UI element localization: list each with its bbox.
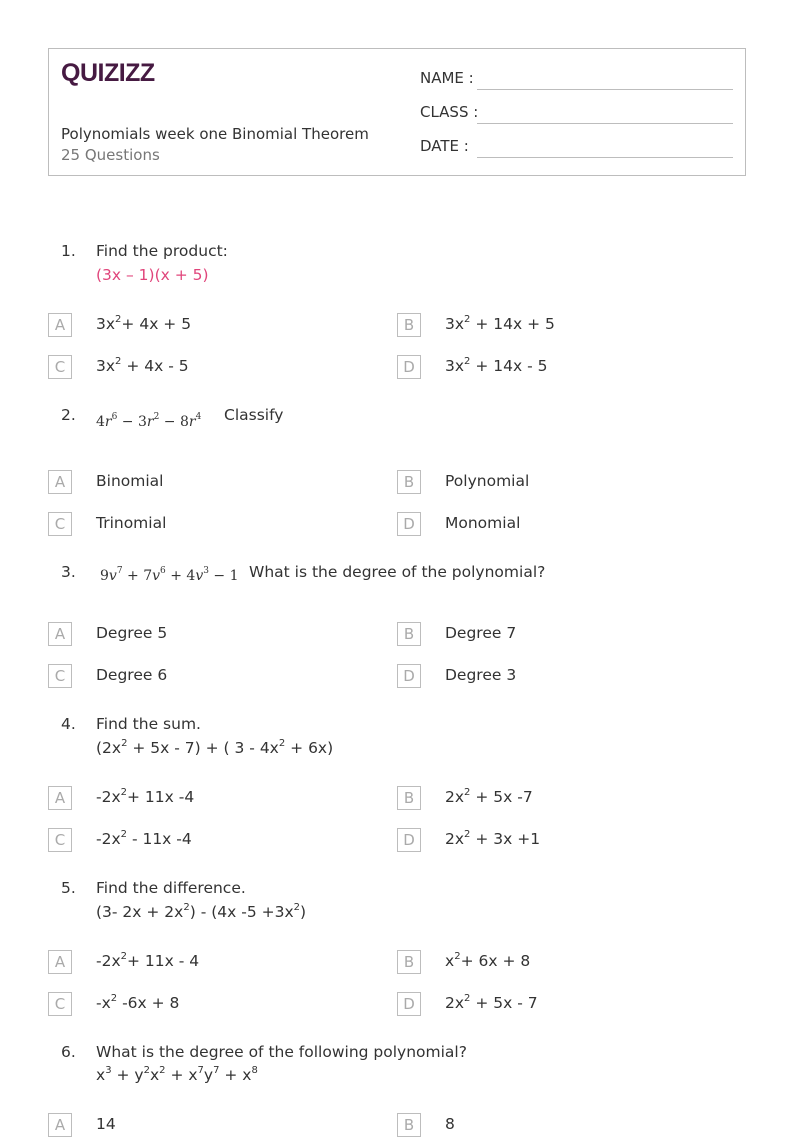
option-b-box[interactable]: B xyxy=(397,313,421,337)
quizizz-logo: QUIZIZZ xyxy=(61,59,155,87)
question-expression: $(2x^2 + 5x - 7)$ + ( $3 - 4x^2 + 6x$) xyxy=(96,738,334,757)
option-d-text: $3x^2 + 14x - 5$ xyxy=(445,356,548,375)
option-a-box[interactable]: A xyxy=(48,470,72,494)
option-d-box[interactable]: D xyxy=(397,355,421,379)
option-a-box[interactable]: A xyxy=(48,622,72,646)
option-d-box[interactable]: D xyxy=(397,828,421,852)
option-b-text: $3x^2 + 14x + 5$ xyxy=(445,314,555,333)
question-math: $9v^7 + 7v^6 + 4v^3 - 1$ xyxy=(100,566,239,584)
question-prompt: What is the degree of the following polynomial? xyxy=(96,1043,467,1061)
worksheet-header xyxy=(48,48,746,176)
question-prompt: Find the difference. xyxy=(96,879,246,897)
question-number: 4. xyxy=(61,715,76,733)
option-d-box[interactable]: D xyxy=(397,992,421,1016)
option-d-box[interactable]: D xyxy=(397,512,421,536)
option-c-box[interactable]: C xyxy=(48,355,72,379)
question-expression: (3x – 1)(x + 5) xyxy=(96,266,209,284)
question-count: 25 Questions xyxy=(61,146,160,164)
option-a-text: 14 xyxy=(96,1115,116,1133)
option-c-text: Degree 6 xyxy=(96,666,168,684)
option-d-box[interactable]: D xyxy=(397,664,421,688)
option-b-box[interactable]: B xyxy=(397,1113,421,1137)
option-d-text: $2x^2 + 3x +1$ xyxy=(445,829,541,848)
option-a-box[interactable]: A xyxy=(48,950,72,974)
option-a-box[interactable]: A xyxy=(48,786,72,810)
option-a-box[interactable]: A xyxy=(48,313,72,337)
worksheet-title: Polynomials week one Binomial Theorem xyxy=(61,125,369,143)
option-a-text: $-2x^2+ 11x - 4$ xyxy=(96,951,200,970)
question-expression: (3- $2x + 2x^2) - (4x$ $-5 +3x^2$) xyxy=(96,902,307,921)
date-label: DATE : xyxy=(420,137,469,155)
option-b-text: 8 xyxy=(445,1115,455,1133)
option-a-text: $-2x^2+ 11x$ -4 xyxy=(96,787,195,806)
option-c-box[interactable]: C xyxy=(48,512,72,536)
question-math: $4r^6 - 3r^2 - 8r^4$ xyxy=(96,412,202,430)
option-a-text: Degree 5 xyxy=(96,624,168,642)
class-field[interactable] xyxy=(477,123,733,124)
name-label: NAME : xyxy=(420,69,474,87)
option-b-text: Polynomial xyxy=(445,472,530,490)
question-number: 1. xyxy=(61,242,76,260)
option-b-box[interactable]: B xyxy=(397,786,421,810)
option-b-box[interactable]: B xyxy=(397,950,421,974)
question-prompt: What is the degree of the polynomial? xyxy=(249,563,546,581)
option-b-box[interactable]: B xyxy=(397,622,421,646)
option-c-text: Trinomial xyxy=(96,514,167,532)
option-b-text: $2x^2 + 5x$ -7 xyxy=(445,787,533,806)
option-c-box[interactable]: C xyxy=(48,664,72,688)
option-c-text: $3x^2 + 4x - 5$ xyxy=(96,356,189,375)
option-b-text: Degree 7 xyxy=(445,624,517,642)
option-b-text: $x^2+ 6x + 8$ xyxy=(445,951,531,970)
class-label: CLASS : xyxy=(420,103,479,121)
option-b-box[interactable]: B xyxy=(397,470,421,494)
option-c-box[interactable]: C xyxy=(48,828,72,852)
question-number: 6. xyxy=(61,1043,76,1061)
option-a-text: $3x^2+ 4x + 5$ xyxy=(96,314,192,333)
option-a-text: Binomial xyxy=(96,472,164,490)
option-d-text: $2x^2 + 5x - 7$ xyxy=(445,993,538,1012)
question-prompt: Find the product: xyxy=(96,242,228,260)
question-number: 3. xyxy=(61,563,76,581)
question-number: 5. xyxy=(61,879,76,897)
option-c-text: $-x^2$ -6x + 8 xyxy=(96,993,180,1012)
question-number: 2. xyxy=(61,406,76,424)
option-d-text: Degree 3 xyxy=(445,666,517,684)
name-field[interactable] xyxy=(477,89,733,90)
date-field[interactable] xyxy=(477,157,733,158)
option-d-text: Monomial xyxy=(445,514,521,532)
option-c-text: $-2x^2 - 11x$ -4 xyxy=(96,829,192,848)
question-expression: $x^3 + y^2x^2 + x^7y^7 + x^8$ xyxy=(96,1065,258,1084)
option-c-box[interactable]: C xyxy=(48,992,72,1016)
question-prompt: Find the sum. xyxy=(96,715,201,733)
question-prompt: Classify xyxy=(224,406,284,424)
option-a-box[interactable]: A xyxy=(48,1113,72,1137)
